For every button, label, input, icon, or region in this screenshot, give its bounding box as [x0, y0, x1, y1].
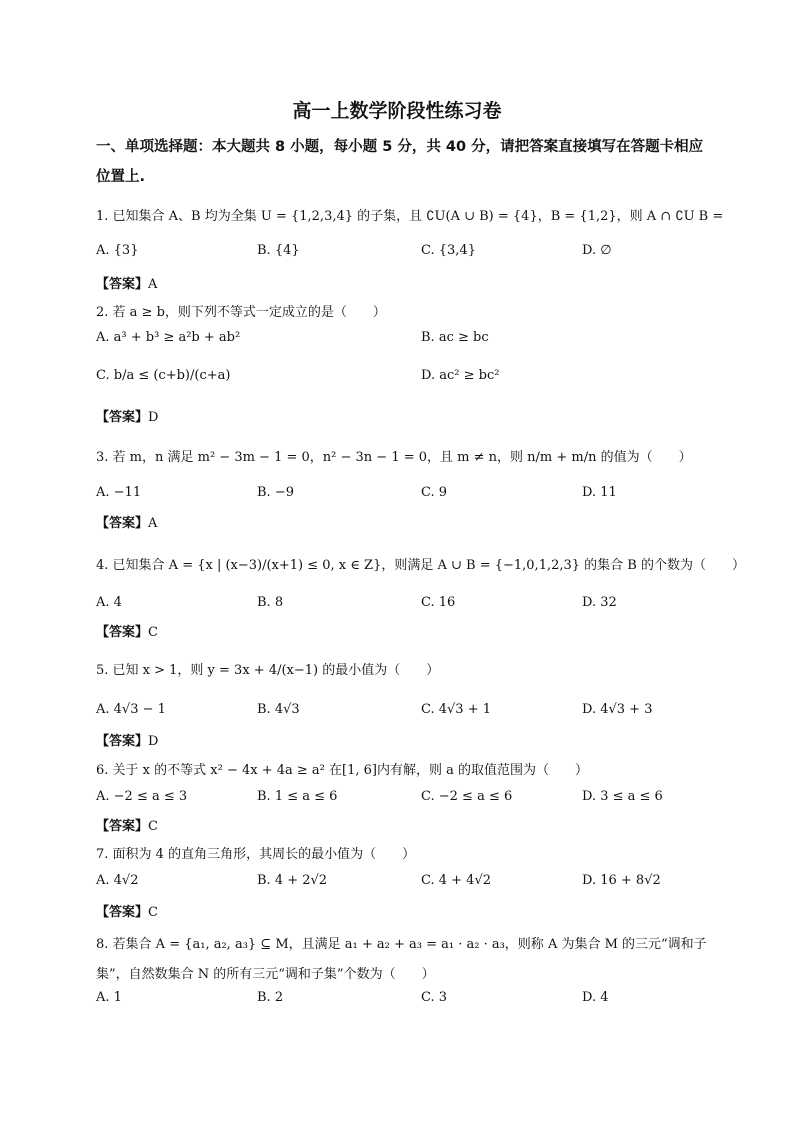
question-4-option-d: D. 32 [582, 595, 617, 610]
question-3-option-c: C. 9 [421, 485, 448, 500]
question-6-option-d: D. 3 ≤ a ≤ 6 [582, 789, 663, 804]
question-3-option-a: A. −11 [96, 485, 142, 500]
question-3-option-b: B. −9 [257, 485, 294, 500]
question-6-option-b: B. 1 ≤ a ≤ 6 [257, 789, 338, 804]
question-3-answer: 【答案】A [96, 516, 158, 531]
question-5-option-b: B. 4√3 [257, 702, 300, 717]
question-4-option-c: C. 16 [421, 595, 456, 610]
question-2-option-c: C. b/a ≤ (c+b)/(c+a) [96, 368, 231, 383]
question-5-option-d: D. 4√3 + 3 [582, 702, 653, 717]
question-1-option-a: A. {3} [96, 243, 139, 258]
question-2-option-a: A. a³ + b³ ≥ a²b + ab² [96, 330, 241, 345]
page-title: 高一上数学阶段性练习卷 [292, 100, 502, 122]
question-6-answer: 【答案】C [96, 819, 158, 834]
section-heading: 一、单项选择题：本大题共 8 小题，每小题 5 分，共 40 分，请把答案直接填写在答题卡相应位置上. [96, 139, 704, 185]
question-2-answer: 【答案】D [96, 410, 159, 425]
question-2-stem: 2. 若 a ≥ b，则下列不等式一定成立的是（ ） [96, 305, 386, 320]
question-7-option-b: B. 4 + 2√2 [257, 873, 328, 888]
question-2-option-d: D. ac² ≥ bc² [421, 368, 500, 383]
question-6-option-c: C. −2 ≤ a ≤ 6 [421, 789, 513, 804]
question-7-answer: 【答案】C [96, 905, 158, 920]
question-1-option-d: D. ∅ [582, 243, 612, 258]
question-4-option-a: A. 4 [96, 595, 122, 610]
question-2-option-b: B. ac ≥ bc [421, 330, 489, 345]
question-1-option-b: B. {4} [257, 243, 300, 258]
question-6-stem: 6. 关于 x 的不等式 x² − 4x + 4a ≥ a² 在[1, 6]内有解，则 a 的取值范围为（ ） [96, 763, 588, 778]
question-3-option-d: D. 11 [582, 485, 617, 500]
question-8-option-d: D. 4 [582, 990, 609, 1005]
question-8-option-b: B. 2 [257, 990, 284, 1005]
question-5-answer: 【答案】D [96, 734, 159, 749]
question-6-option-a: A. −2 ≤ a ≤ 3 [96, 789, 188, 804]
question-8-option-c: C. 3 [421, 990, 448, 1005]
question-4-stem: 4. 已知集合 A = {x | (x−3)/(x+1) ≤ 0, x ∈ Z}，则满足 A ∪ B = {−1,0,1,2,3} 的集合 B 的个数为（ ） [96, 558, 745, 573]
question-1-answer: 【答案】A [96, 277, 158, 292]
question-7-stem: 7. 面积为 4 的直角三角形，其周长的最小值为（ ） [96, 847, 416, 862]
question-8-stem-line-2: 集”，自然数集合 N 的所有三元“调和子集”个数为（ ） [96, 967, 435, 982]
question-4-answer: 【答案】C [96, 625, 158, 640]
question-8-option-a: A. 1 [96, 990, 122, 1005]
question-5-option-c: C. 4√3 + 1 [421, 702, 492, 717]
question-1-option-c: C. {3,4} [421, 243, 476, 258]
question-4-option-b: B. 8 [257, 595, 284, 610]
question-8-stem-line-1: 8. 若集合 A = {a₁, a₂, a₃} ⊆ M，且满足 a₁ + a₂ + a₃ = a₁ · a₂ · a₃，则称 A 为集合 M 的三元“调和子 [96, 937, 707, 952]
question-7-option-a: A. 4√2 [96, 873, 139, 888]
question-5-option-a: A. 4√3 − 1 [96, 702, 166, 717]
question-7-option-d: D. 16 + 8√2 [582, 873, 661, 888]
question-7-option-c: C. 4 + 4√2 [421, 873, 492, 888]
question-1-stem: 1. 已知集合 A、B 均为全集 U = {1,2,3,4} 的子集，且 ∁U(A ∪ B) = {4}，B = {1,2}，则 A ∩ ∁U B = [96, 209, 724, 224]
question-5-stem: 5. 已知 x > 1，则 y = 3x + 4/(x−1) 的最小值为（ ） [96, 663, 440, 678]
question-3-stem: 3. 若 m，n 满足 m² − 3m − 1 = 0，n² − 3n − 1 = 0，且 m ≠ n，则 n/m + m/n 的值为（ ） [96, 450, 692, 465]
